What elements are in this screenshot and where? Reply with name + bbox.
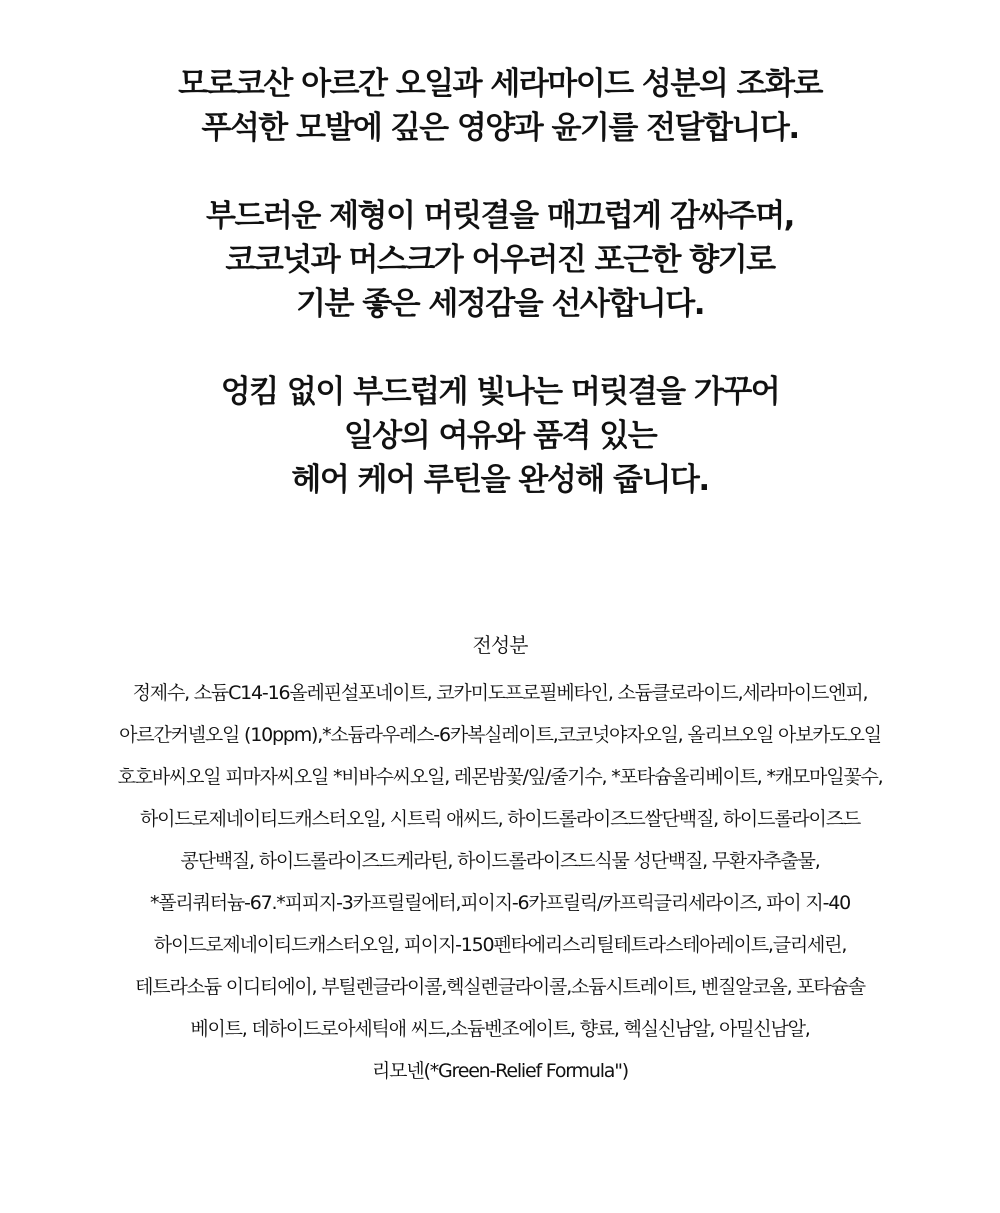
ingredients-section (0, 630, 1000, 1092)
description-line: 코코넛과 머스크가 어우러진 포근한 향기로 (225, 242, 775, 278)
description-paragraph-2 (0, 194, 1000, 326)
ingredients-line: 호호바씨오일 피마자씨오일 *비바수씨오일, 레몬밤꽃/잎/줄기수, *포타슘올리베이트, *캐모마일꽃수, (117, 766, 883, 788)
product-description (0, 62, 1000, 546)
description-paragraph-1 (0, 62, 1000, 150)
ingredients-line: *폴리쿼터늄-67.*피피지-3카프릴릴에터,피이지-6카프릴릭/카프릭글리세라이즈, 파이 지-40 (149, 892, 851, 914)
description-line: 기분 좋은 세정감을 선사합니다. (296, 286, 704, 322)
ingredients-line: 아르간커넬오일 (10ppm),*소듐라우레스-6카복실레이트,코코넛야자오일, 올리브오일 아보카도오일 (119, 724, 881, 746)
ingredients-line: 정제수, 소듐C14-16올레핀설포네이트, 코카미도프로필베타인, 소듐클로라이드,세라마이드엔피, (132, 682, 868, 704)
description-line: 모로코산 아르간 오일과 세라마이드 성분의 조화로 (178, 66, 822, 102)
description-line: 엉킴 없이 부드럽게 빛나는 머릿결을 가꾸어 (220, 374, 780, 410)
ingredients-title: 전성분 (472, 633, 528, 657)
ingredients-line: 베이트, 데하이드로아세틱애 씨드,소듐벤조에이트, 향료, 헥실신남알, 아밀신남알, (190, 1018, 810, 1040)
description-paragraph-3 (0, 370, 1000, 502)
description-line: 부드러운 제형이 머릿결을 매끄럽게 감싸주며, (206, 198, 794, 234)
ingredients-line: 하이드로제네이티드캐스터오일, 시트릭 애씨드, 하이드롤라이즈드쌀단백질, 하이드롤라이즈드 (139, 808, 861, 830)
description-line: 일상의 여유와 품격 있는 (343, 418, 657, 454)
description-line: 푸석한 모발에 깊은 영양과 윤기를 전달합니다. (201, 110, 799, 146)
ingredients-line: 리모넨(*Green-Relief Formula") (372, 1060, 628, 1082)
description-line: 헤어 케어 루틴을 완성해 줍니다. (291, 462, 709, 498)
ingredients-line: 콩단백질, 하이드롤라이즈드케라틴, 하이드롤라이즈드식물 성단백질, 무환자추출물, (180, 850, 820, 872)
ingredients-line: 테트라소듐 이디티에이, 부틸렌글라이콜,헥실렌글라이콜,소듐시트레이트, 벤질알코올, 포타슘솔 (135, 976, 865, 998)
ingredients-line: 하이드로제네이티드캐스터오일, 피이지-150펜타에리스리틸테트라스테아레이트,글리세린, (153, 934, 847, 956)
